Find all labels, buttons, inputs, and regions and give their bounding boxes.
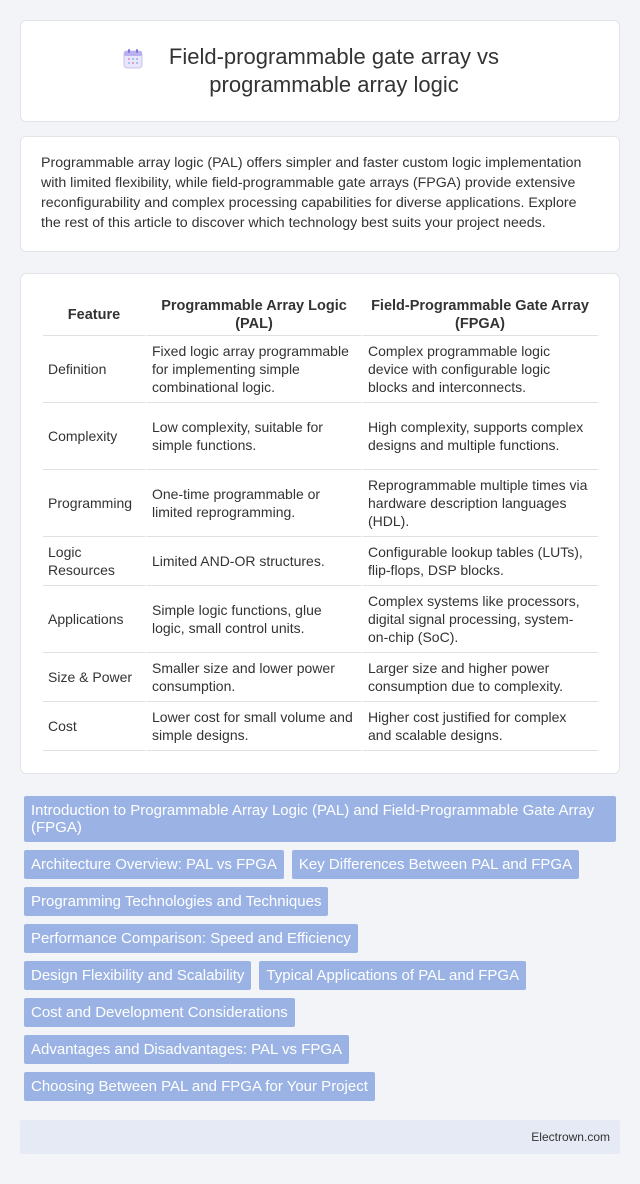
topic-link[interactable]: Programming Technologies and Techniques xyxy=(24,887,328,916)
row-feature: Size & Power xyxy=(43,653,147,702)
topic-links xyxy=(20,796,620,1109)
row-fpga: Configurable lookup tables (LUTs), flip-flops, DSP blocks. xyxy=(363,537,599,586)
footer xyxy=(20,1120,620,1154)
table-row xyxy=(43,537,599,586)
header-pal: Programmable Array Logic (PAL) xyxy=(147,292,363,336)
row-fpga: Complex systems like processors, digital signal processing, system-on-chip (SoC). xyxy=(363,586,599,653)
row-pal: Simple logic functions, glue logic, small control units. xyxy=(147,586,363,653)
row-pal: One-time programmable or limited reprogramming. xyxy=(147,470,363,537)
footer-brand: Electrown.com xyxy=(531,1130,610,1144)
topic-link[interactable]: Introduction to Programmable Array Logic (PAL) and Field-Programmable Gate Array (FPGA) xyxy=(24,796,616,842)
table-header-row xyxy=(43,292,599,336)
row-feature: Cost xyxy=(43,702,147,751)
row-feature: Programming xyxy=(43,470,147,537)
row-fpga: Complex programmable logic device with configurable logic blocks and interconnects. xyxy=(363,336,599,403)
header-feature: Feature xyxy=(43,292,147,336)
topic-link[interactable]: Typical Applications of PAL and FPGA xyxy=(259,961,526,990)
topic-link[interactable]: Key Differences Between PAL and FPGA xyxy=(292,850,579,879)
topic-link[interactable]: Performance Comparison: Speed and Efficiency xyxy=(24,924,358,953)
table-row xyxy=(43,586,599,653)
intro-card xyxy=(20,136,620,252)
row-feature: Applications xyxy=(43,586,147,653)
table-row xyxy=(43,470,599,537)
topic-link[interactable]: Advantages and Disadvantages: PAL vs FPGA xyxy=(24,1035,349,1064)
row-fpga: Larger size and higher power consumption due to complexity. xyxy=(363,653,599,702)
row-feature: Definition xyxy=(43,336,147,403)
row-feature: Logic Resources xyxy=(43,537,147,586)
header-fpga: Field-Programmable Gate Array (FPGA) xyxy=(363,292,599,336)
topic-link[interactable]: Architecture Overview: PAL vs FPGA xyxy=(24,850,284,879)
row-fpga: Reprogrammable multiple times via hardware description languages (HDL). xyxy=(363,470,599,537)
intro-text: Programmable array logic (PAL) offers simpler and faster custom logic implementation with limited flexibility, while field-programmable gate arrays (FPGA) provide extensive reconfigurability and complex processing capabilities for diverse applications. Explore the rest of this article to discover which technology best suits your project needs. xyxy=(41,155,582,231)
row-pal: Low complexity, suitable for simple functions. xyxy=(147,403,363,470)
row-fpga: Higher cost justified for complex and scalable designs. xyxy=(363,702,599,751)
page-title: Field-programmable gate array vs programmable array logic xyxy=(168,44,500,97)
header-card xyxy=(20,20,620,122)
table-row xyxy=(43,403,599,470)
topic-link[interactable]: Choosing Between PAL and FPGA for Your Project xyxy=(24,1072,375,1101)
table-row xyxy=(43,336,599,403)
table-row xyxy=(43,702,599,751)
row-pal: Fixed logic array programmable for implementing simple combinational logic. xyxy=(147,336,363,403)
row-pal: Lower cost for small volume and simple designs. xyxy=(147,702,363,751)
row-fpga: High complexity, supports complex designs and multiple functions. xyxy=(363,403,599,470)
row-feature: Complexity xyxy=(43,403,147,470)
comparison-table-card xyxy=(20,273,620,774)
row-pal: Limited AND-OR structures. xyxy=(147,537,363,586)
row-pal: Smaller size and lower power consumption. xyxy=(147,653,363,702)
table-row xyxy=(43,653,599,702)
topic-link[interactable]: Design Flexibility and Scalability xyxy=(24,961,251,990)
topic-link[interactable]: Cost and Development Considerations xyxy=(24,998,295,1027)
comparison-table xyxy=(43,292,599,751)
